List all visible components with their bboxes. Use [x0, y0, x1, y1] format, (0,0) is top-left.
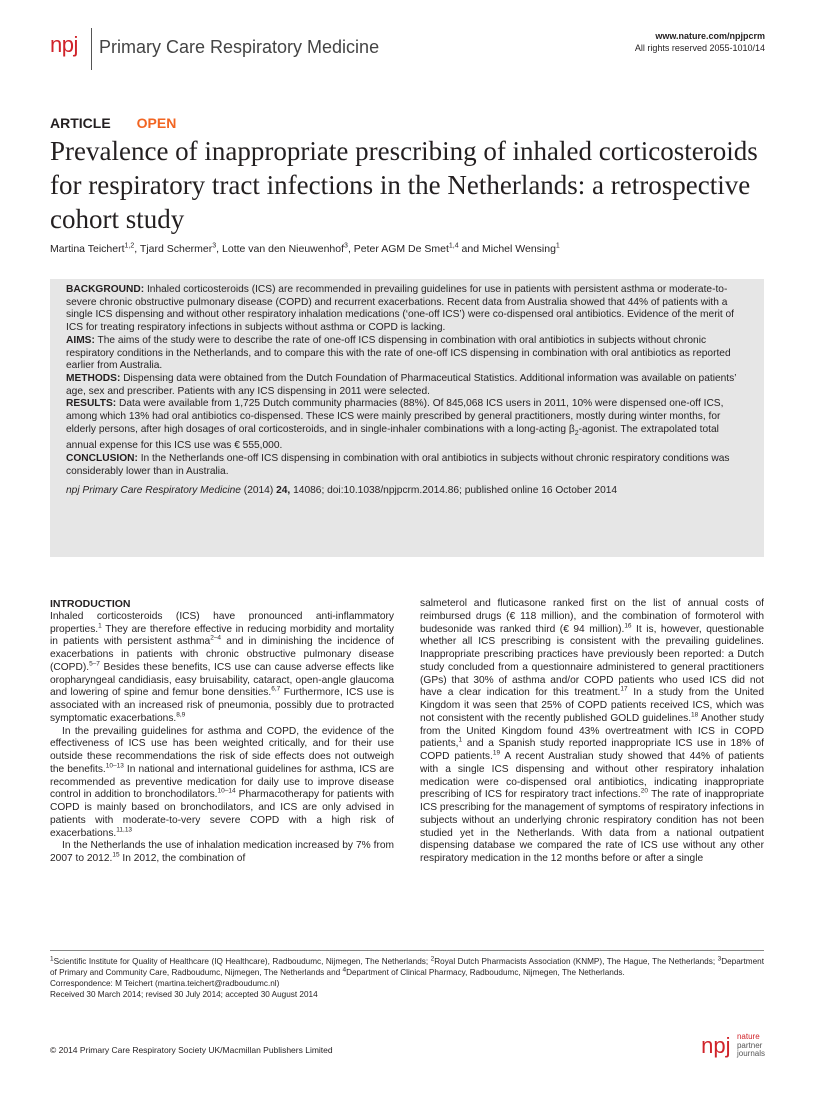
reference-marker[interactable]: 4	[342, 966, 347, 974]
author-name[interactable]: Michel Wensing	[482, 243, 556, 255]
text-run: Scientific Institute for Quality of Healthcare (IQ Healthcare), Radboudumc, Nijmegen, The Netherlands;	[53, 957, 431, 966]
text-run: Besides these benefits, ICS use can cause adverse effects like oropharyngeal candidiasis, easy bruisability, cataract, open-angle glaucoma and lowering of spine and femur bone densities.	[50, 661, 394, 699]
article-type-label: ARTICLE	[50, 115, 111, 131]
text-run: and in diminishing the incidence of exacerbations in patients with chronic obstructive pulmonary disease (COPD).	[50, 636, 394, 673]
article-labels	[50, 115, 176, 131]
reference-marker[interactable]: 1	[98, 622, 102, 630]
reference-marker[interactable]: 18	[691, 711, 699, 719]
header-divider	[91, 28, 92, 70]
text-run: Inhaled corticosteroids (ICS) have pronounced anti-inflammatory properties.	[50, 610, 394, 635]
author-affiliation-marker: 1,2	[124, 242, 135, 250]
author-separator: ,	[347, 243, 354, 255]
header-meta	[635, 30, 765, 54]
npj-logo: npj	[50, 32, 78, 57]
text-run: Department of Clinical Pharmacy, Radboudumc, Nijmegen, The Netherlands.	[346, 968, 625, 977]
text-run: In the prevailing guidelines for asthma and COPD, the evidence of the effectiveness of ICS use has been weighted critically, and for their use outside these recommendations the risk of side effects does not outweigh the benefits.	[50, 725, 394, 775]
background-label: BACKGROUND:	[66, 284, 145, 295]
journal-header	[50, 28, 765, 74]
text-run: and a Spanish study reported inappropriate ICS use in 18% of COPD patients.	[420, 738, 764, 762]
results-label: RESULTS:	[66, 398, 117, 410]
footnotes	[50, 950, 764, 1000]
copyright-notice: © 2014 Primary Care Respiratory Society UK/Macmillan Publishers Limited	[50, 1045, 333, 1055]
reference-marker[interactable]: 2	[430, 955, 435, 963]
intro-paragraph-1	[50, 611, 394, 726]
text-run: Pharmacotherapy for patients with COPD is mainly based on bronchodilators, and ICS are only advised in patients with moderate-to-very severe COPD with a high risk of exacerbations.	[50, 789, 394, 839]
reference-marker[interactable]: 10–14	[217, 787, 236, 795]
author-list	[50, 243, 560, 255]
author-name[interactable]: Martina Teichert	[50, 243, 125, 255]
text-run: They are therefore effective in reducing morbidity and mortality in patients with persistent asthma	[50, 623, 394, 648]
text-run: Another study from the United Kingdom found 43% overtreatment with ICS in COPD patients,	[420, 712, 764, 750]
text-run: A recent Australian study showed that 44% of patients with a single ICS dispensing and without other respiratory inhalation medication were co-dispensed oral antibiotics, indicating inappropriate prescribing of ICS for respiratory tract infections.	[420, 751, 764, 801]
text-run: It is, however, questionable whether all ICS prescribing is consistent with the prevailing guidelines. Inappropriate prescribing practices have previously been reported: a Dutch study concluded from a questionnaire administered to general practitioners (GPs) that 30% of asthma and/or COPD patients who used ICS did not have a clear indication for this treatment.	[420, 623, 764, 699]
author-separator: ,	[216, 243, 223, 255]
reference-marker[interactable]: 19	[492, 749, 501, 757]
npj-footer-mark: npj	[701, 1033, 731, 1058]
author-affiliation-marker: 3	[212, 242, 217, 250]
reference-marker[interactable]: 20	[640, 787, 648, 795]
author-affiliation-marker: 1	[555, 242, 560, 250]
author-affiliation-marker: 1,4	[448, 242, 459, 250]
methods-label: METHODS:	[66, 372, 121, 384]
author-affiliation-marker: 3	[344, 242, 348, 250]
text-run: Furthermore, ICS use is associated with an increased risk of pneumonia, possibly due to protracted symptomatic exacerbations.	[50, 687, 394, 724]
text-run: In the Netherlands the use of inhalation medication increased by 7% from 2007 to 2012.	[50, 840, 394, 864]
abstract-conclusion: CONCLUSION: In the Netherlands one-off ICS dispensing in combination with oral antibiotics in subjects without chronic respiratory conditions was considerably lower than in Australia.	[66, 453, 730, 477]
intro-paragraph-3	[50, 840, 394, 866]
journal-url[interactable]: www.nature.com/npjpcrm	[655, 31, 765, 41]
article-title: Prevalence of inappropriate prescribing of inhaled corticosteroids for respiratory tract infections in the Netherlands: a retrospective cohort study	[50, 136, 758, 234]
text-run: In a study from the United Kingdom it was seen that 25% of COPD patients received ICS, which was not consistent with the recently published GOLD guidelines.	[420, 687, 764, 724]
abstract-aims: AIMS: The aims of the study were to describe the rate of one-off ICS dispensing in combination with oral antibiotics in subjects without chronic respiratory conditions in the Netherlands, and to compare this with the rate of one-off ICS dispensing in combination with oral antibiotics as reported earlier from Australia.	[66, 334, 731, 372]
footnote-rule	[50, 950, 764, 951]
npj-partner-logo	[701, 1033, 765, 1061]
reference-marker[interactable]: 16	[624, 622, 632, 630]
intro-paragraph-4	[420, 598, 764, 866]
abstract-results: RESULTS: Data were available from 1,725 Dutch community pharmacies (88%). Of 845,068 ICS users in 2011, 10% were dispensed one-off ICS, among which 13% had oral antibiotics co-dispensed. These ICS were mainly prescribed by general practitioners, mostly during winter months, for elderly persons, after high dosages of oral corticosteroids, and in single-inhaler combinations with a long-acting $\beta_2$-agonist. The extrapolated total annual expense for this ICS use was € 555,000.	[66, 398, 724, 452]
author-separator: and	[458, 243, 482, 255]
received-dates: Received 30 March 2014; revised 30 July 2014; accepted 30 August 2014	[50, 990, 318, 999]
abstract-background: BACKGROUND: Inhaled corticosteroids (ICS) are recommended in prevailing guidelines for use in patients with persistent asthma or moderate-to-severe chronic obstructive pulmonary disease (COPD) and recurrent exacerbations. Recent data from Australia showed that 44% of patients with a single ICS dispensing and without other respiratory inhalation medications (‘one-off ICS’) were co-dispensed oral antibiotics. Evidence of the merit of ICS for treating respiratory infections in subjects without asthma or COPD is lacking.	[66, 284, 735, 334]
journal-name: Primary Care Respiratory Medicine	[99, 37, 380, 57]
conclusion-label: CONCLUSION:	[66, 453, 138, 465]
text-run: In national and international guidelines for asthma, ICS are recommended as preventive medication for daily use to improve disease control in addition to bronchodilators.	[50, 763, 394, 801]
reference-marker[interactable]: 1	[50, 955, 54, 963]
abstract-box	[50, 279, 764, 557]
reference-marker[interactable]: 11,13	[116, 826, 133, 834]
nature-partner-journals-tag: nature partner journals	[736, 1032, 765, 1059]
abstract-methods: METHODS: Dispensing data were obtained from the Dutch Foundation of Pharmaceutical Statistics. Additional information was available on patients’ age, sex and prescriber. Patients with any ICS dispensing in 2011 were selected.	[66, 372, 737, 397]
text-run: The rate of inappropriate ICS prescribing for the management of symptoms of respiratory infections in subjects without an underlying chronic respiratory condition has not been studied yet in the Netherlands. With data from a national outpatient dispensing database we compared the rate of ICS use without any other respiratory medication in the 12 months before or after a single	[420, 789, 765, 864]
reference-marker[interactable]: 15	[112, 851, 120, 859]
open-access-label: OPEN	[136, 115, 177, 131]
introduction-heading: INTRODUCTION	[50, 598, 131, 610]
correspondence[interactable]: Correspondence: M Teichert (martina.teichert@radboudumc.nl)	[50, 979, 280, 988]
text-run: Department of Primary and Community Care, Radboudumc, Nijmegen, The Netherlands and	[50, 957, 764, 977]
text-run: salmeterol and fluticasone ranked first on the list of annual costs of reimbursed drugs (€ 118 million), and the combination of formoterol with budesonide was ranked third (€ 94 million).	[420, 598, 764, 635]
author-name[interactable]: Lotte van den Nieuwenhof	[222, 243, 345, 255]
rights-notice: All rights reserved 2055-1010/14	[634, 43, 765, 53]
text-run: In 2012, the combination of	[119, 853, 246, 864]
reference-marker[interactable]: 5–7	[89, 660, 100, 668]
body-column-right	[420, 598, 764, 866]
reference-marker[interactable]: 1	[458, 736, 463, 744]
aims-label: AIMS:	[66, 334, 95, 346]
reference-marker[interactable]: 2–4	[210, 634, 222, 642]
intro-paragraph-2	[50, 726, 394, 841]
reference-marker[interactable]: 17	[620, 685, 628, 693]
author-separator: ,	[134, 243, 140, 255]
body-column-left	[50, 598, 394, 866]
reference-marker[interactable]: 10–13	[105, 762, 124, 770]
reference-marker[interactable]: 6,7	[271, 685, 281, 693]
affiliations	[50, 950, 764, 978]
reference-marker[interactable]: 8,9	[176, 711, 186, 719]
author-name[interactable]: Peter AGM De Smet	[353, 243, 449, 255]
citation-line: npj Primary Care Respiratory Medicine (2014) 24, 14086; doi:10.1038/npjpcrm.2014.86; published online 16 October 2014	[66, 484, 618, 496]
author-name[interactable]: Tjard Schermer	[139, 243, 213, 255]
reference-marker[interactable]: 3	[717, 955, 722, 963]
text-run: Royal Dutch Pharmacists Association (KNMP), The Hague, The Netherlands;	[434, 957, 718, 966]
